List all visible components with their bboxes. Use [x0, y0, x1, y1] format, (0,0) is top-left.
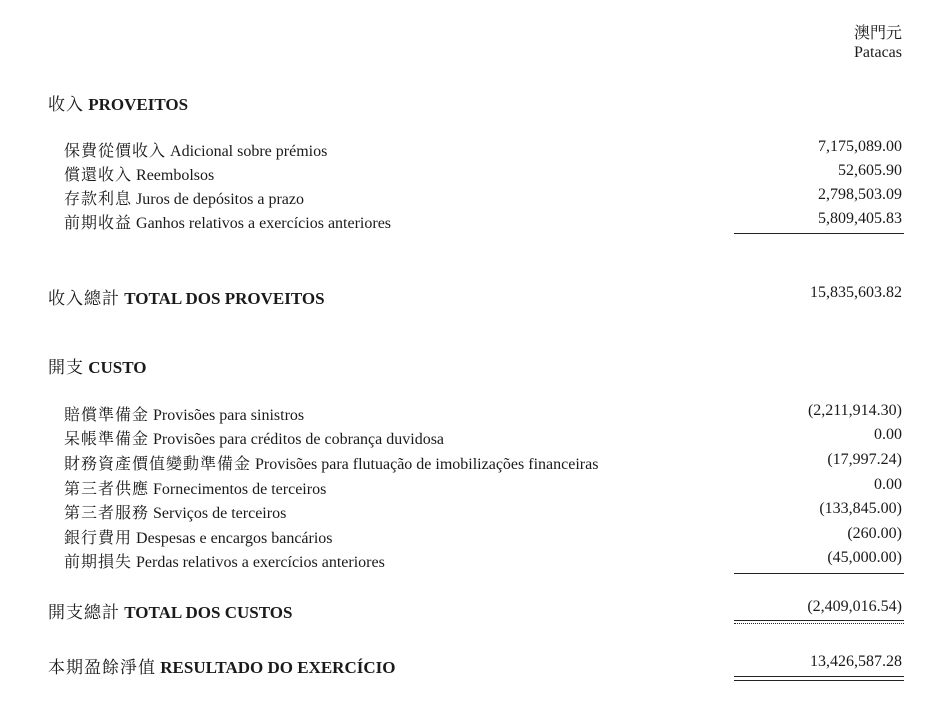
- cost-row: [0, 426, 936, 450]
- cost-row-pt: Despesas e encargos bancários: [136, 530, 333, 547]
- currency-label-zh: 澳門元: [853, 25, 902, 42]
- cost-row: [0, 402, 936, 426]
- cost-total-pt: TOTAL DOS CUSTOS: [124, 603, 293, 622]
- cost-row-pt: Perdas relativos a exercícios anteriores: [136, 554, 385, 571]
- cost-row-value: (133,845.00): [819, 500, 902, 517]
- currency-label-pt: Patacas: [854, 44, 902, 61]
- result-underline-top: [734, 676, 904, 677]
- result-zh: 本期盈餘淨值: [48, 658, 156, 677]
- income-row-value: 7,175,089.00: [818, 138, 902, 155]
- income-row-zh: 保費從價收入: [64, 143, 167, 160]
- income-row-value: 52,605.90: [838, 162, 902, 179]
- cost-row-value: 0.00: [874, 426, 902, 443]
- income-header-pt: PROVEITOS: [88, 95, 189, 114]
- income-row-pt: Adicional sobre prémios: [170, 143, 328, 160]
- cost-row: [0, 500, 936, 524]
- cost-total-value: (2,409,016.54): [807, 598, 902, 615]
- cost-row-zh: 銀行費用: [64, 530, 133, 547]
- cost-row: [0, 476, 936, 500]
- cost-row-zh: 賠償準備金: [64, 407, 150, 424]
- income-subtotal-rule: [734, 233, 904, 234]
- cost-row-pt: Provisões para sinistros: [153, 407, 305, 424]
- income-row: [0, 138, 936, 162]
- cost-row-pt: Provisões para flutuação de imobilizações financeiras: [255, 456, 599, 473]
- cost-row-value: (45,000.00): [827, 549, 902, 566]
- income-row-value: 5,809,405.83: [818, 210, 902, 227]
- income-row-zh: 償還收入: [64, 167, 133, 184]
- income-row-zh: 前期收益: [64, 215, 133, 232]
- income-total-value: 15,835,603.82: [810, 284, 902, 301]
- cost-row-value: 0.00: [874, 476, 902, 493]
- cost-row-pt: Provisões para créditos de cobrança duvidosa: [153, 431, 445, 448]
- income-total-pt: TOTAL DOS PROVEITOS: [124, 289, 325, 308]
- cost-row-zh: 第三者服務: [64, 505, 150, 522]
- cost-header-pt: CUSTO: [88, 358, 147, 377]
- income-row: [0, 162, 936, 186]
- cost-total-row: [0, 598, 936, 622]
- income-total-zh: 收入總計: [48, 289, 120, 308]
- cost-row-zh: 第三者供應: [64, 481, 150, 498]
- cost-row-value: (260.00): [847, 525, 902, 542]
- income-row-pt: Ganhos relativos a exercícios anteriores: [136, 215, 392, 232]
- income-row-pt: Reembolsos: [136, 167, 215, 184]
- cost-row-zh: 財務資產價值變動準備金: [64, 456, 252, 473]
- income-row-zh: 存款利息: [64, 191, 133, 208]
- income-row: [0, 210, 936, 234]
- result-pt: RESULTADO DO EXERCÍCIO: [160, 658, 396, 677]
- result-underline-bottom: [734, 680, 904, 681]
- cost-header-zh: 開支: [48, 358, 84, 377]
- income-row-value: 2,798,503.09: [818, 186, 902, 203]
- cost-section-header: [48, 353, 147, 378]
- cost-subtotal-rule: [734, 573, 904, 574]
- income-header-zh: 收入: [48, 95, 84, 114]
- income-total-row: [0, 284, 936, 308]
- cost-row-value: (17,997.24): [827, 451, 902, 468]
- income-row-pt: Juros de depósitos a prazo: [136, 191, 304, 208]
- cost-row-zh: 呆帳準備金: [64, 431, 150, 448]
- result-value: 13,426,587.28: [810, 653, 902, 670]
- income-row: [0, 186, 936, 210]
- cost-total-underline: [734, 620, 904, 621]
- cost-row-pt: Serviços de terceiros: [153, 505, 287, 522]
- cost-row-value: (2,211,914.30): [807, 402, 902, 419]
- cost-row-pt: Fornecimentos de terceiros: [153, 481, 327, 498]
- cost-total-zh: 開支總計: [48, 603, 120, 622]
- cost-row: [0, 451, 936, 475]
- cost-row: [0, 525, 936, 549]
- cost-row-zh: 前期損失: [64, 554, 133, 571]
- cost-row: [0, 549, 936, 573]
- result-row: [0, 653, 936, 677]
- cost-total-dotted-underline: [734, 623, 904, 624]
- income-section-header: [48, 90, 188, 115]
